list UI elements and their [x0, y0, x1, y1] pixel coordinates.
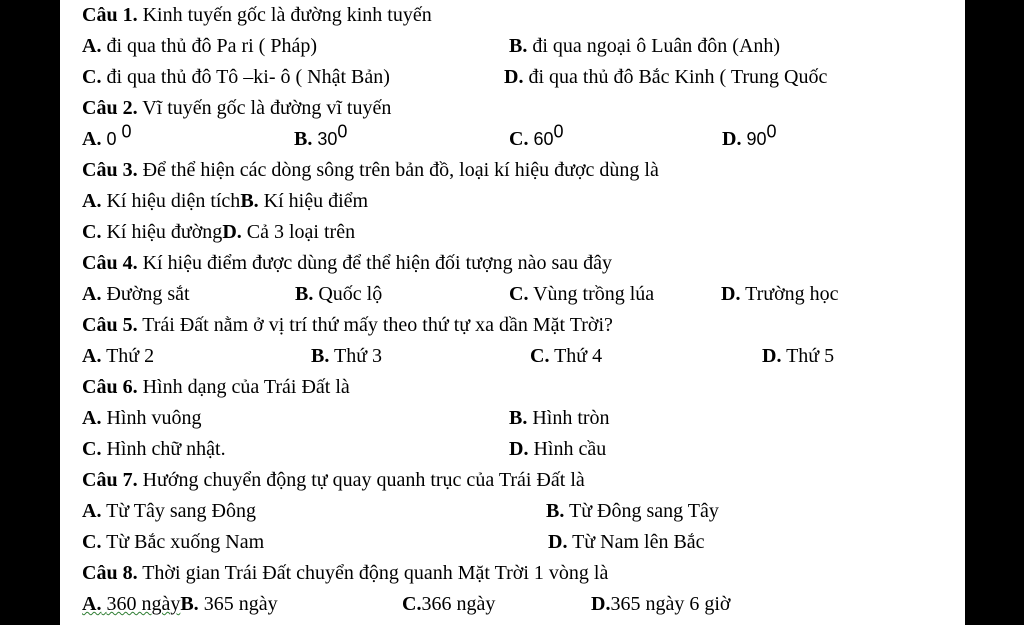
question-8 — [82, 558, 608, 588]
q2-option-a-text: 0 — [106, 129, 117, 149]
question-8-label: Câu 8. — [82, 562, 138, 584]
q8-option-a — [82, 593, 180, 615]
q8-option-d-letter: D. — [591, 593, 611, 615]
question-2-text: Vĩ tuyến gốc là đường vĩ tuyến — [142, 97, 392, 119]
q2-option-a-letter: A. — [82, 128, 102, 150]
q7-option-d-text: Từ Nam lên Bắc — [572, 531, 705, 553]
q7-option-c[interactable] — [82, 527, 264, 557]
question-1-options-row-1 — [82, 31, 962, 61]
q2-option-b-degree: 0 — [337, 121, 348, 142]
question-3-text: Để thể hiện các dòng sông trên bản đồ, loại kí hiệu được dùng là — [142, 159, 659, 181]
question-3-options-row-2 — [82, 217, 355, 247]
q3-option-a[interactable] — [82, 190, 240, 212]
document-page — [60, 0, 965, 625]
q5-option-d-letter: D. — [762, 345, 782, 367]
question-8-text: Thời gian Trái Đất chuyển động quanh Mặt Trời 1 vòng là — [142, 562, 609, 584]
question-3-options-row-1 — [82, 186, 368, 216]
q4-option-d-letter: D. — [721, 283, 741, 305]
q6-option-b[interactable] — [509, 403, 610, 433]
q2-option-d[interactable] — [722, 121, 777, 154]
q7-option-b-letter: B. — [546, 500, 565, 522]
q6-option-d-text: Hình cầu — [533, 438, 607, 460]
q8-option-b-text: 365 ngày — [203, 593, 278, 615]
question-2-options-row — [82, 121, 962, 154]
q2-option-d-degree: 0 — [766, 121, 777, 142]
q3-option-b-text: Kí hiệu điểm — [263, 190, 369, 212]
q8-option-a-text: 360 ngày — [106, 593, 181, 615]
q5-option-a-letter: A. — [82, 345, 102, 367]
q1-option-c[interactable] — [82, 62, 390, 92]
q7-option-d[interactable] — [548, 527, 705, 557]
q1-option-b-text: đi qua ngoại ô Luân đôn (Anh) — [532, 35, 781, 57]
question-4-text: Kí hiệu điểm được dùng để thể hiện đối tượng nào sau đây — [142, 252, 612, 274]
question-6-options-row-2 — [82, 434, 962, 464]
q1-option-d[interactable] — [504, 62, 827, 92]
q4-option-a-text: Đường sắt — [106, 283, 190, 305]
q6-option-a[interactable] — [82, 403, 201, 433]
question-1-text: Kinh tuyến gốc là đường kinh tuyến — [142, 4, 432, 26]
question-4-label: Câu 4. — [82, 252, 138, 274]
q3-option-a-text: Kí hiệu diện tích — [106, 190, 241, 212]
q2-option-c[interactable] — [509, 121, 564, 154]
q2-option-b-text: 30 — [317, 129, 338, 149]
q7-option-c-letter: C. — [82, 531, 102, 553]
question-5-options-row — [82, 341, 962, 371]
q1-option-b-letter: B. — [509, 35, 528, 57]
question-1 — [82, 0, 432, 30]
q3-option-b-letter: B. — [240, 190, 259, 212]
q5-option-d-text: Thứ 5 — [786, 345, 835, 367]
q6-option-c[interactable] — [82, 434, 226, 464]
q6-option-d[interactable] — [509, 434, 606, 464]
q4-option-c-letter: C. — [509, 283, 529, 305]
q5-option-a[interactable] — [82, 341, 154, 371]
q5-option-c[interactable] — [530, 341, 602, 371]
q7-option-d-letter: D. — [548, 531, 568, 553]
q2-option-a-degree: 0 — [121, 121, 132, 142]
q8-option-a-b[interactable] — [82, 589, 278, 619]
question-2 — [82, 93, 391, 123]
q3-option-a-letter: A. — [82, 190, 102, 212]
q4-option-d[interactable] — [721, 279, 839, 309]
q5-option-b-letter: B. — [311, 345, 330, 367]
question-5-text: Trái Đất nằm ở vị trí thứ mấy theo thứ tự xa dần Mặt Trời? — [142, 314, 613, 336]
q2-option-b[interactable] — [294, 121, 348, 154]
q6-option-b-letter: B. — [509, 407, 528, 429]
q1-option-b[interactable] — [509, 31, 780, 61]
q6-option-d-letter: D. — [509, 438, 529, 460]
question-6 — [82, 372, 350, 402]
q2-option-d-text: 90 — [746, 129, 767, 149]
q5-option-d[interactable] — [762, 341, 834, 371]
q5-option-a-text: Thứ 2 — [106, 345, 155, 367]
q7-option-a-letter: A. — [82, 500, 102, 522]
q4-option-a[interactable] — [82, 279, 190, 309]
q7-option-a[interactable] — [82, 496, 256, 526]
q3-option-d-letter: D. — [222, 221, 242, 243]
q2-option-c-degree: 0 — [553, 121, 564, 142]
q6-option-a-letter: A. — [82, 407, 102, 429]
q5-option-c-text: Thứ 4 — [554, 345, 603, 367]
q3-option-c-text: Kí hiệu đường — [106, 221, 223, 243]
q5-option-c-letter: C. — [530, 345, 550, 367]
question-2-label: Câu 2. — [82, 97, 138, 119]
q2-option-c-text: 60 — [533, 129, 554, 149]
q8-option-b-letter: B. — [180, 593, 199, 615]
question-8-options-row — [82, 589, 962, 619]
question-7-text: Hướng chuyển động tự quay quanh trục của Trái Đất là — [142, 469, 585, 491]
q1-option-d-letter: D. — [504, 66, 524, 88]
q5-option-b[interactable] — [311, 341, 382, 371]
q2-option-a[interactable] — [82, 121, 132, 154]
q4-option-c-text: Vùng trồng lúa — [533, 283, 655, 305]
question-6-options-row-1 — [82, 403, 962, 433]
q2-option-d-letter: D. — [722, 128, 742, 150]
q5-option-b-text: Thứ 3 — [333, 345, 383, 367]
q4-option-b-letter: B. — [295, 283, 314, 305]
q6-option-b-text: Hình tròn — [532, 407, 610, 429]
question-6-text: Hình dạng của Trái Đất là — [142, 376, 350, 398]
question-4-options-row — [82, 279, 962, 309]
question-3-label: Câu 3. — [82, 159, 138, 181]
q3-option-b[interactable] — [240, 190, 368, 212]
q4-option-b[interactable] — [295, 279, 382, 309]
q1-option-a[interactable] — [82, 31, 317, 61]
q2-option-b-letter: B. — [294, 128, 313, 150]
q2-option-c-letter: C. — [509, 128, 529, 150]
q1-option-a-text: đi qua thủ đô Pa ri ( Pháp) — [106, 35, 317, 57]
question-7 — [82, 465, 585, 495]
q4-option-b-text: Quốc lộ — [318, 283, 383, 305]
question-5 — [82, 310, 613, 340]
q6-option-a-text: Hình vuông — [106, 407, 202, 429]
q8-option-d-text: 365 ngày 6 giờ — [610, 593, 731, 615]
q7-option-a-text: Từ Tây sang Đông — [106, 500, 256, 522]
q8-option-a-letter: A. — [82, 593, 102, 615]
question-3 — [82, 155, 659, 185]
q4-option-a-letter: A. — [82, 283, 102, 305]
q8-option-c-text: 366 ngày — [421, 593, 496, 615]
q6-option-c-letter: C. — [82, 438, 102, 460]
q7-option-b-text: Từ Đông sang Tây — [568, 500, 719, 522]
question-1-options-row-2 — [82, 62, 962, 92]
q3-option-d-text: Cả 3 loại trên — [246, 221, 356, 243]
q4-option-d-text: Trường học — [745, 283, 839, 305]
question-7-options-row-1 — [82, 496, 962, 526]
q8-option-c-letter: C. — [402, 593, 422, 615]
q1-option-c-letter: C. — [82, 66, 102, 88]
q3-option-c-letter: C. — [82, 221, 102, 243]
q3-option-d[interactable] — [222, 221, 355, 243]
question-5-label: Câu 5. — [82, 314, 138, 336]
question-7-label: Câu 7. — [82, 469, 138, 491]
q8-option-c[interactable] — [402, 589, 495, 619]
q1-option-a-letter: A. — [82, 35, 102, 57]
q6-option-c-text: Hình chữ nhật. — [106, 438, 226, 460]
q8-option-d[interactable] — [591, 589, 730, 619]
question-4 — [82, 248, 612, 278]
q7-option-b[interactable] — [546, 496, 719, 526]
question-6-label: Câu 6. — [82, 376, 138, 398]
question-7-options-row-2 — [82, 527, 962, 557]
question-1-label: Câu 1. — [82, 4, 138, 26]
q1-option-c-text: đi qua thủ đô Tô –ki- ô ( Nhật Bản) — [106, 66, 390, 88]
q1-option-d-text: đi qua thủ đô Bắc Kinh ( Trung Quốc — [528, 66, 828, 88]
q3-option-c[interactable] — [82, 221, 222, 243]
q7-option-c-text: Từ Bắc xuống Nam — [106, 531, 265, 553]
q4-option-c[interactable] — [509, 279, 654, 309]
